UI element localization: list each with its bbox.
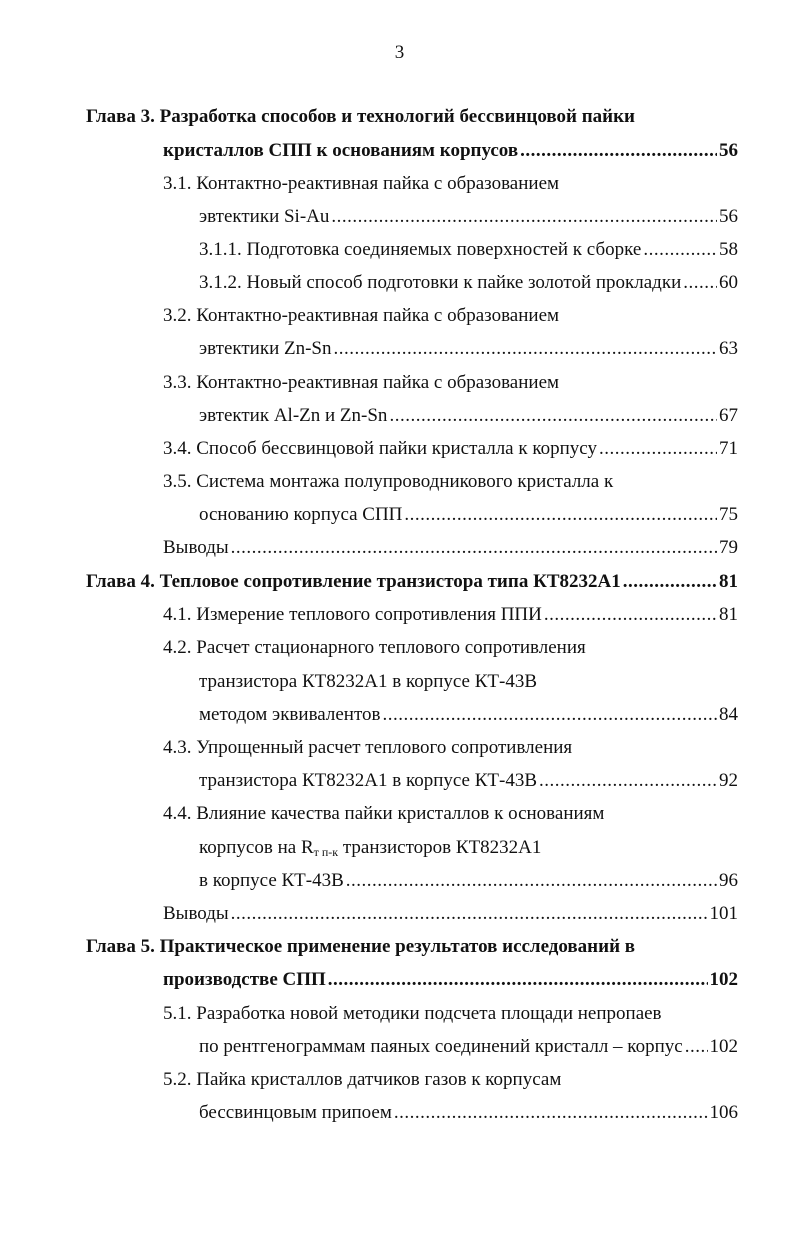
leader-dots — [520, 138, 717, 164]
toc-entry-text: методом эквивалентов — [199, 704, 381, 725]
toc-page-number: 102 — [709, 1036, 738, 1057]
toc-entry-text: 5.1. Разработка новой методики подсчета площади непропаев — [163, 1003, 662, 1024]
leader-dots — [539, 768, 717, 794]
toc-page-number: 92 — [719, 770, 738, 791]
toc-entry-text: 3.1. Контактно-реактивная пайка с образованием — [163, 173, 560, 194]
leader-dots — [328, 967, 708, 993]
toc-entry-text: Выводы — [163, 903, 229, 924]
toc-entry-text: 3.2. Контактно-реактивная пайка с образованием — [163, 305, 560, 326]
toc-entry-text: 4.1. Измерение теплового сопротивления ППИ — [163, 604, 542, 625]
toc-page-number: 101 — [709, 903, 738, 924]
toc-entry-text: эвтектик Al-Zn и Zn-Sn — [199, 405, 388, 426]
toc-section-4-2-cont[interactable] — [199, 669, 738, 695]
toc-text-part: корпусов на R — [199, 837, 314, 858]
toc-text-part: транзисторов КТ8232А1 — [338, 837, 542, 858]
toc-section-3-1[interactable] — [199, 204, 738, 230]
toc-section-3-1-2[interactable] — [199, 270, 738, 296]
toc-page-number: 84 — [719, 704, 738, 725]
leader-dots — [334, 336, 718, 362]
toc-entry-text: производстве СПП — [163, 969, 326, 990]
toc-entry-text: 3.3. Контактно-реактивная пайка с образованием — [163, 372, 560, 393]
toc-section-4-1[interactable] — [163, 602, 738, 628]
toc-section-5-2[interactable] — [199, 1100, 738, 1126]
toc-chapter-5-title[interactable] — [86, 934, 740, 960]
toc-entry-text: по рентгенограммам паяных соединений кристалл – корпус — [199, 1036, 683, 1057]
toc-section-3-2[interactable] — [199, 336, 738, 362]
toc-entry-text: 4.4. Влияние качества пайки кристаллов к основаниям — [163, 803, 605, 824]
toc-section-3-5-title[interactable] — [163, 469, 738, 495]
toc-entry-text: эвтектики Si-Au — [199, 206, 330, 227]
toc-section-4-4-title[interactable] — [163, 801, 738, 827]
leader-dots — [685, 1034, 708, 1060]
toc-chapter-3-conclusions[interactable] — [163, 535, 738, 561]
toc-section-3-3-title[interactable] — [163, 370, 738, 396]
leader-dots — [544, 602, 717, 628]
toc-page-number: 79 — [719, 537, 738, 558]
toc-entry-text: 4.2. Расчет стационарного теплового сопротивления — [163, 637, 586, 658]
toc-page-number: 56 — [719, 140, 738, 161]
toc-entry-text: 3.4. Способ бессвинцовой пайки кристалла к корпусу — [163, 438, 597, 459]
toc-section-4-3-title[interactable] — [163, 735, 738, 761]
toc-page-number: 71 — [719, 438, 738, 459]
page-number: 3 — [394, 42, 405, 63]
toc-page-number: 56 — [719, 206, 738, 227]
toc-section-3-4[interactable] — [163, 436, 738, 462]
leader-dots — [346, 868, 717, 894]
toc-entry-text: бессвинцовым припоем — [199, 1102, 392, 1123]
leader-dots — [404, 502, 717, 528]
toc-chapter-4-conclusions[interactable] — [163, 901, 738, 927]
toc-section-4-4[interactable] — [199, 868, 738, 894]
toc-section-3-1-title[interactable] — [163, 171, 738, 197]
toc-entry-text: Глава 5. Практическое применение результатов исследований в — [86, 936, 636, 957]
toc-chapter-3[interactable] — [163, 138, 738, 164]
toc-entry-text: кристаллов СПП к основаниям корпусов — [163, 140, 519, 161]
toc-page-number: 81 — [719, 571, 738, 592]
toc-section-4-2[interactable] — [199, 702, 738, 728]
leader-dots — [383, 702, 718, 728]
toc-page-number: 75 — [719, 504, 738, 525]
toc-entry-text: эвтектики Zn-Sn — [199, 338, 332, 359]
toc-page-number: 81 — [719, 604, 738, 625]
toc-page-number: 106 — [709, 1102, 738, 1123]
toc-entry-text: 3.5. Система монтажа полупроводникового кристалла к — [163, 471, 614, 492]
toc-section-3-3[interactable] — [199, 403, 738, 429]
toc-page-number: 102 — [709, 969, 738, 990]
toc-entry-text: 3.1.2. Новый способ подготовки к пайке золотой прокладки — [199, 272, 682, 293]
toc-section-4-3[interactable] — [199, 768, 738, 794]
toc-entry-text: основанию корпуса СПП — [199, 504, 403, 525]
toc-section-5-1[interactable] — [199, 1034, 738, 1060]
toc-entry-text: транзистора КТ8232А1 в корпусе КТ-43В — [199, 770, 538, 791]
leader-dots — [683, 270, 717, 296]
toc-entry-text: 5.2. Пайка кристаллов датчиков газов к корпусам — [163, 1069, 562, 1090]
thermal-resistance-subscript: т п-к — [313, 845, 339, 859]
toc-chapter-3-title[interactable] — [86, 104, 740, 130]
toc-page-number: 60 — [719, 272, 738, 293]
toc-section-3-1-1[interactable] — [199, 237, 738, 263]
toc-entry-text: 4.3. Упрощенный расчет теплового сопротивления — [163, 737, 573, 758]
toc-entry-text: 3.1.1. Подготовка соединяемых поверхностей к сборке — [199, 239, 642, 260]
leader-dots — [394, 1100, 708, 1126]
toc-page-number: 58 — [719, 239, 738, 260]
toc-section-3-5[interactable] — [199, 502, 738, 528]
toc-chapter-5[interactable] — [163, 967, 738, 993]
toc-page-number: 96 — [719, 870, 738, 891]
toc-entry-text: в корпусе КТ-43В — [199, 870, 344, 891]
toc-entry-text — [199, 835, 541, 865]
toc-page-number: 67 — [719, 405, 738, 426]
toc-section-5-2-title[interactable] — [163, 1067, 738, 1093]
toc-section-4-2-title[interactable] — [163, 635, 738, 661]
toc-entry-text: Глава 4. Тепловое сопротивление транзистора типа КТ8232А1 — [86, 571, 621, 592]
leader-dots — [599, 436, 717, 462]
leader-dots — [623, 569, 717, 595]
toc-entry-text: Выводы — [163, 537, 229, 558]
toc-chapter-4[interactable] — [86, 569, 738, 595]
leader-dots — [643, 237, 717, 263]
toc-section-5-1-title[interactable] — [163, 1001, 738, 1027]
toc-entry-text: Глава 3. Разработка способов и технологий бессвинцовой пайки — [86, 106, 636, 127]
leader-dots — [331, 204, 717, 230]
toc-entry-text: транзистора КТ8232А1 в корпусе КТ-43В — [199, 671, 538, 692]
leader-dots — [231, 535, 717, 561]
toc-page-number: 63 — [719, 338, 738, 359]
toc-section-3-2-title[interactable] — [163, 303, 738, 329]
leader-dots — [389, 403, 717, 429]
leader-dots — [231, 901, 708, 927]
toc-section-4-4-cont[interactable] — [199, 835, 738, 861]
